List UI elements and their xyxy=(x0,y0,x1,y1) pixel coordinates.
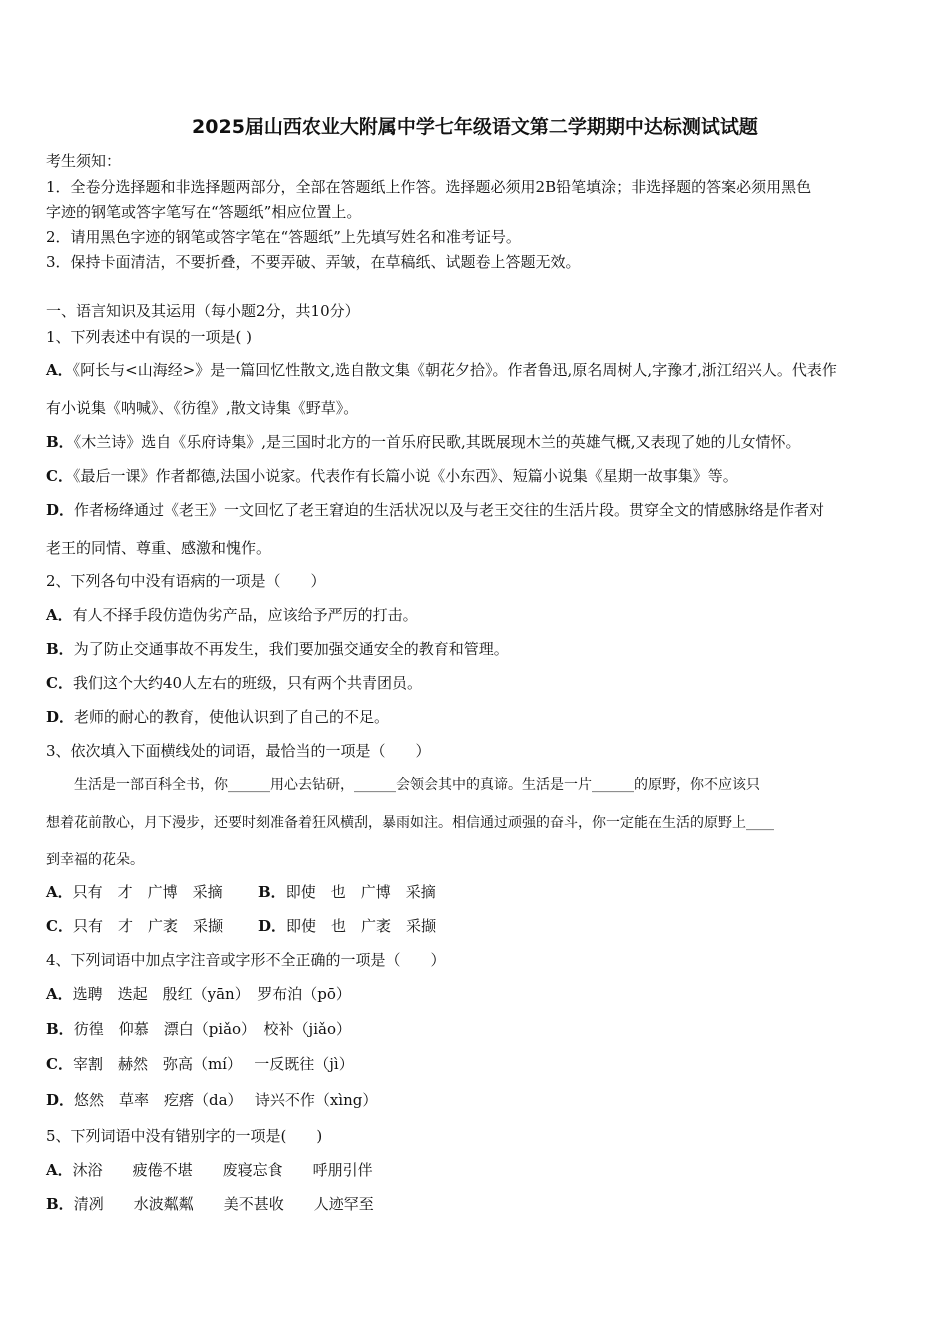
option-row xyxy=(46,1090,377,1110)
option-text: 彷徨 仰慕 漂白（piǎo） 校补（jiǎo） xyxy=(73,1020,351,1038)
option-row xyxy=(46,1054,354,1074)
option-text: 宰割 赫然 弥高（mí） 一反既往（jì） xyxy=(72,1055,354,1073)
option-continuation: 老王的同情、尊重、感激和愧作。 xyxy=(46,539,272,557)
option-row xyxy=(46,1194,374,1214)
q3-passage-line: 生活是一部百科全书，你______用心去钻研，______会领会其中的真谛。生活是一片______的原野，你不应该只 xyxy=(46,777,760,793)
question-stem xyxy=(46,327,252,347)
option-row xyxy=(46,605,418,625)
notice-heading: 考生须知： xyxy=(46,152,122,170)
option-row xyxy=(46,360,837,380)
option-text: 《阿长与<山海经>》是一篇回忆性散文,选自散文集《朝花夕拾》。作者鲁迅,原名周树人,字豫才,浙江绍兴人。代表作 xyxy=(72,361,837,379)
option-text: 即使 也 广袤 采撷 xyxy=(286,917,437,935)
option-text: 只有 才 广袤 采撷 xyxy=(72,917,223,935)
option-key: A． xyxy=(46,361,73,379)
option-key: B． xyxy=(46,1020,74,1038)
option-key: B． xyxy=(258,883,286,901)
option-text: 《木兰诗》选自《乐府诗集》,是三国时北方的一首乐府民歌,其既展现木兰的英雄气概,又表现了她的儿女情怀。 xyxy=(73,433,801,451)
option-text: 为了防止交通事故不再发生，我们要加强交通安全的教育和管理。 xyxy=(73,640,509,658)
q3-stem: 3、依次填入下面横线处的词语，最恰当的一项是（ ） xyxy=(46,742,431,760)
option-text: 选聘 迭起 殷红（yān） 罗布泊（pō） xyxy=(72,985,351,1003)
option-row xyxy=(46,707,389,727)
option-key: D． xyxy=(258,917,287,935)
option-text: 只有 才 广博 采摘 xyxy=(72,883,223,901)
option-key: C． xyxy=(46,917,73,935)
option-key: A． xyxy=(46,606,73,624)
option-row xyxy=(46,466,738,486)
option-key: D． xyxy=(46,1091,75,1109)
option-text: 清冽 水波粼粼 美不甚收 人迹罕至 xyxy=(73,1195,374,1213)
option-text: 沐浴 疲倦不堪 废寝忘食 呼朋引伴 xyxy=(72,1161,373,1179)
option-row xyxy=(46,432,801,452)
option-row xyxy=(46,500,824,520)
notice-line: 字迹的钢笔或答字笔写在“答题纸”相应位置上。 xyxy=(46,203,362,221)
option-text: 我们这个大约40人左右的班级，只有两个共青团员。 xyxy=(72,674,423,692)
option-text: 老师的耐心的教育，使他认识到了自己的不足。 xyxy=(74,708,390,726)
option-key: B． xyxy=(46,433,74,451)
option-row xyxy=(258,916,436,936)
option-text: 有人不择手段仿造伪劣产品，应该给予严厉的打击。 xyxy=(72,606,418,624)
option-key: C． xyxy=(46,467,73,485)
option-row xyxy=(46,916,223,936)
page-title: 2025届山西农业大附属中学七年级语文第二学期期中达标测试试题 xyxy=(192,116,758,138)
option-key: C． xyxy=(46,674,73,692)
notice-line: 1．全卷分选择题和非选择题两部分，全部在答题纸上作答。选择题必须用2B铅笔填涂；非选择题的答案必须用黑色 xyxy=(46,178,812,196)
option-key: C． xyxy=(46,1055,73,1073)
option-row xyxy=(46,1160,373,1180)
option-continuation: 有小说集《呐喊》、《彷徨》,散文诗集《野草》。 xyxy=(46,399,359,417)
option-key: A． xyxy=(46,1161,73,1179)
option-text: 悠然 草率 疙瘩（da） 诗兴不作（xìng） xyxy=(74,1091,378,1109)
option-key: A． xyxy=(46,883,73,901)
option-key: D． xyxy=(46,708,75,726)
option-row xyxy=(258,882,436,902)
option-row xyxy=(46,673,422,693)
option-row xyxy=(46,639,509,659)
q1-stem: 1、下列表述中有误的一项是( ) xyxy=(46,328,253,346)
option-key: B． xyxy=(46,640,74,658)
option-text: 即使 也 广博 采摘 xyxy=(285,883,436,901)
option-row xyxy=(46,882,223,902)
q5-stem: 5、下列词语中没有错别字的一项是( ) xyxy=(46,1127,323,1145)
q3-passage-line: 到幸福的花朵。 xyxy=(46,852,144,868)
option-row xyxy=(46,984,351,1004)
option-text: 《最后一课》作者都德,法国小说家。代表作有长篇小说《小东西》、短篇小说集《星期一故事集》等。 xyxy=(72,467,738,485)
notice-line: 2．请用黑色字迹的钢笔或答字笔在“答题纸”上先填写姓名和准考证号。 xyxy=(46,228,521,246)
notice-line: 3．保持卡面清洁，不要折叠，不要弄破、弄皱，在草稿纸、试题卷上答题无效。 xyxy=(46,253,581,271)
option-key: D． xyxy=(46,501,75,519)
option-row xyxy=(46,1019,351,1039)
option-key: A． xyxy=(46,985,73,1003)
option-text: 作者杨绛通过《老王》一文回忆了老王窘迫的生活状况以及与老王交往的生活片段。贯穿全文的情感脉络是作者对 xyxy=(74,501,825,519)
option-key: B． xyxy=(46,1195,74,1213)
section-heading: 一、语言知识及其运用（每小题2分，共10分） xyxy=(46,302,360,320)
q2-stem: 2、下列各句中没有语病的一项是（ ） xyxy=(46,572,326,590)
q3-passage-line: 想着花前散心，月下漫步，还要时刻准备着狂风横刮，暴雨如注。相信通过顽强的奋斗，你一定能在生活的原野上____ xyxy=(46,815,774,831)
q4-stem: 4、下列词语中加点字注音或字形不全正确的一项是（ ） xyxy=(46,951,446,969)
